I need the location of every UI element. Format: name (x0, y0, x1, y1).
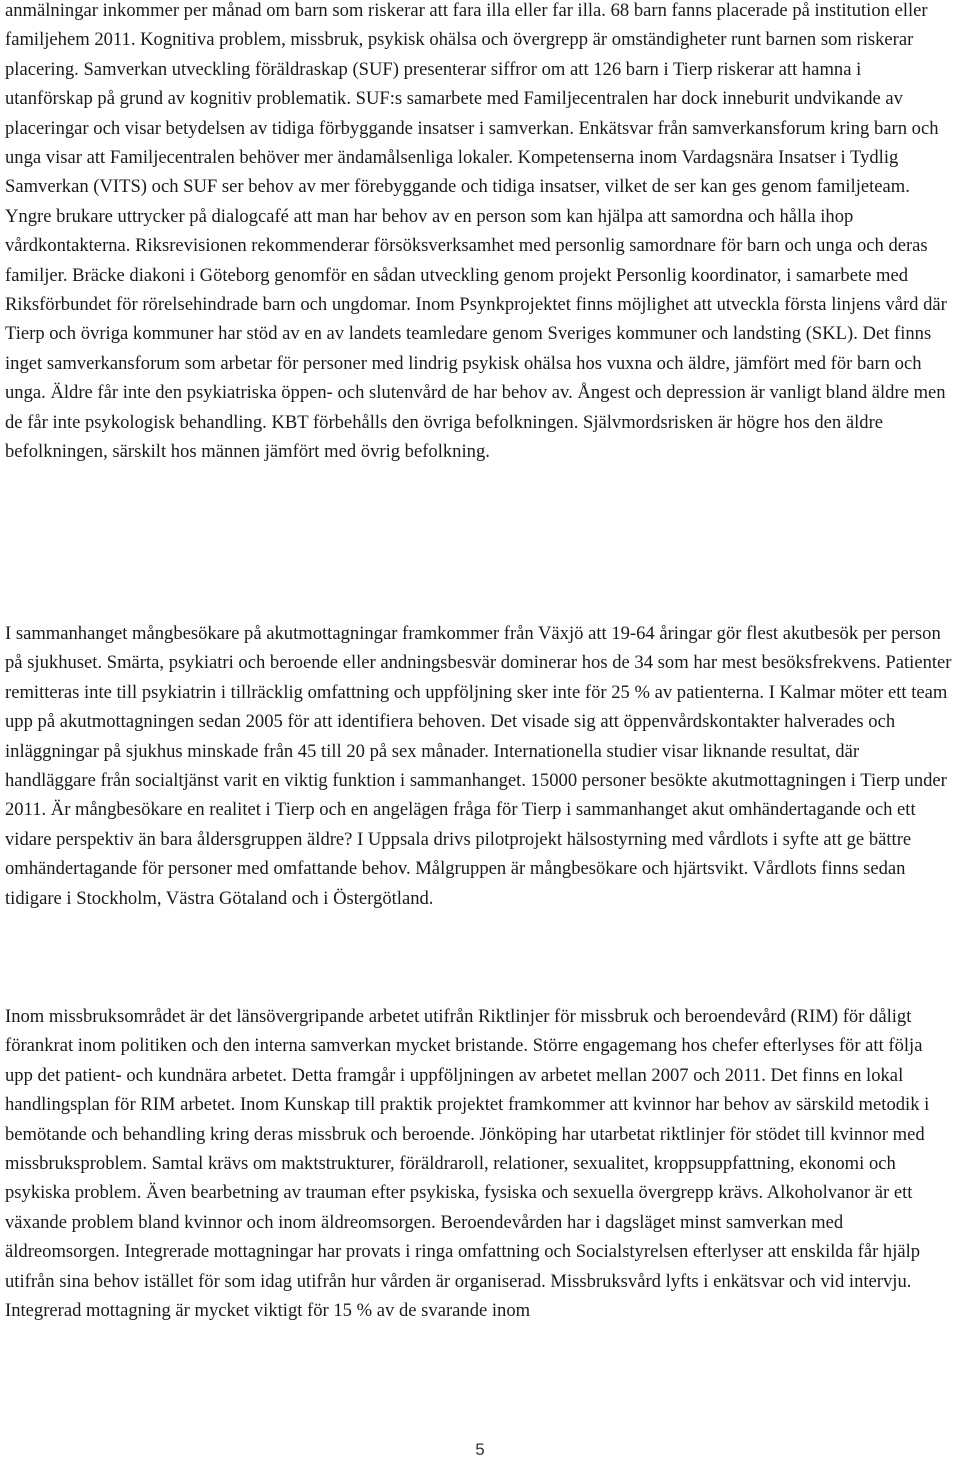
page-number: 5 (475, 1440, 485, 1459)
body-paragraph: Inom missbruksområdet är det länsövergripande arbetet utifrån Riktlinjer för missbruk och beroendevård (RIM) för dåligt förankrat inom politiken och den interna samverkan mycket bristande. Större engagemang hos chefer efterlyses för att följa upp det patient- och kundnära arbetet. Detta framgår i uppföljningen av arbetet mellan 2007 och 2011. Det finns en lokal handlingsplan för RIM arbetet. Inom Kunskap till praktik projektet framkommer att kvinnor har behov av särskild metodik i bemötande och behandling kring deras missbruk och beroende. Jönköping har utarbetat riktlinjer för stödet till kvinnor med missbruksproblem. Samtal krävs om maktstrukturer, föräldraroll, relationer, sexualitet, kroppsuppfattning, ekonomi och psykiska problem. Även bearbetning av trauman efter psykiska, fysiska och sexuella övergrepp krävs. Alkoholvanor är ett växande problem bland kvinnor och inom äldreomsorgen. Beroendevården har i dagsläget minst samverkan med äldreomsorgen. Integrerade mottagningar har provats i ringa omfattning och Socialstyrelsen efterlyser att enskilda får hjälp utifrån sina behov istället för som idag utifrån hur vården är organiserad. Missbruksvård lyfts i enkätsvar och vid intervju. Integrerad mottagning är mycket viktigt för 15 % av de svarande inom (5, 1006, 930, 1322)
body-paragraph: anmälningar inkommer per månad om barn som riskerar att fara illa eller far illa. 68 barn fanns placerade på institution eller familjehem 2011. Kognitiva problem, missbruk, psykisk ohälsa och övergrepp är omständigheter runt barnen som riskerar placering. Samverkan utveckling föräldraskap (SUF) presenterar siffror om att 126 barn i Tierp riskerar att hamna i utanförskap på grund av kognitiv problematik. SUF:s samarbete med Familjecentralen har dock inneburit undvikande av placeringar och visar betydelsen av tidiga förbyggande insatser i samverkan. Enkätsvar från samverkansforum kring barn och unga visar att Familjecentralen behöver mer ändamålsenliga lokaler. Kompetenserna inom Vardagsnära Insatser i Tydlig Samverkan (VITS) och SUF ser behov av mer förebyggande och tidiga insatser, vilket de ser kan ges genom familjeteam. Yngre brukare uttrycker på dialogcafé att man har behov av en person som kan hjälpa att samordna och hålla ihop vårdkontakterna. Riksrevisionen rekommenderar försöksverksamhet med personlig samordnare för barn och unga och deras familjer. Bräcke diakoni i Göteborg genomför en sådan utveckling genom projekt Personlig koordinator, i samarbete med Riksförbundet för rörelsehindrade barn och ungdomar. Inom Psynkprojektet finns möjlighet att utveckla första linjens vård där Tierp och övriga kommuner har stöd av en av landets teamledare genom Sveriges kommuner och landsting (SKL). Det finns inget samverkansforum som arbetar för personer med lindrig psykisk ohälsa hos vuxna och äldre, jämfört med för barn och unga. Äldre får inte den psykiatriska öppen- och slutenvård de har behov av. Ångest och depression är vanligt bland äldre men de får inte psykologisk behandling. KBT förbehålls den övriga befolkningen. Självmordsrisken är högre hos den äldre befolkningen, särskilt hos männen jämfört med övrig befolkning. (5, 0, 947, 463)
body-paragraph: I sammanhanget mångbesökare på akutmottagningar framkommer från Växjö att 19-64 åringar gör flest akutbesök per person på sjukhuset. Smärta, psykiatri och beroende eller andningsbesvär dominerar hos de 34 som har mest besöksfrekvens. Patienter remitteras inte till psykiatrin i tillräcklig omfattning och uppföljning sker inte för 25 % av patienterna. I Kalmar möter ett team upp på akutmottagningen sedan 2005 för att identifiera behoven. Det visade sig att öppenvårdskontakter halverades och inläggningar på sjukhus minskade från 45 till 20 på sex månader. Internationella studier visar liknande resultat, där handläggare från socialtjänst varit en viktig funktion i sammanhanget. 15000 personer besökte akutmottagningen i Tierp under 2011. Är mångbesökare en realitet i Tierp och en angelägen fråga för Tierp i sammanhanget akut omhändertagande och ett vidare perspektiv än bara åldersgruppen äldre? I Uppsala drivs pilotprojekt hälsostyrning med vårdlots i syfte att ge bättre omhändertagande för personer med omfattande behov. Målgruppen är mångbesökare och hjärtsvikt. Vårdlots finns sedan tidigare i Stockholm, Västra Götaland och i Östergötland. (5, 623, 952, 909)
